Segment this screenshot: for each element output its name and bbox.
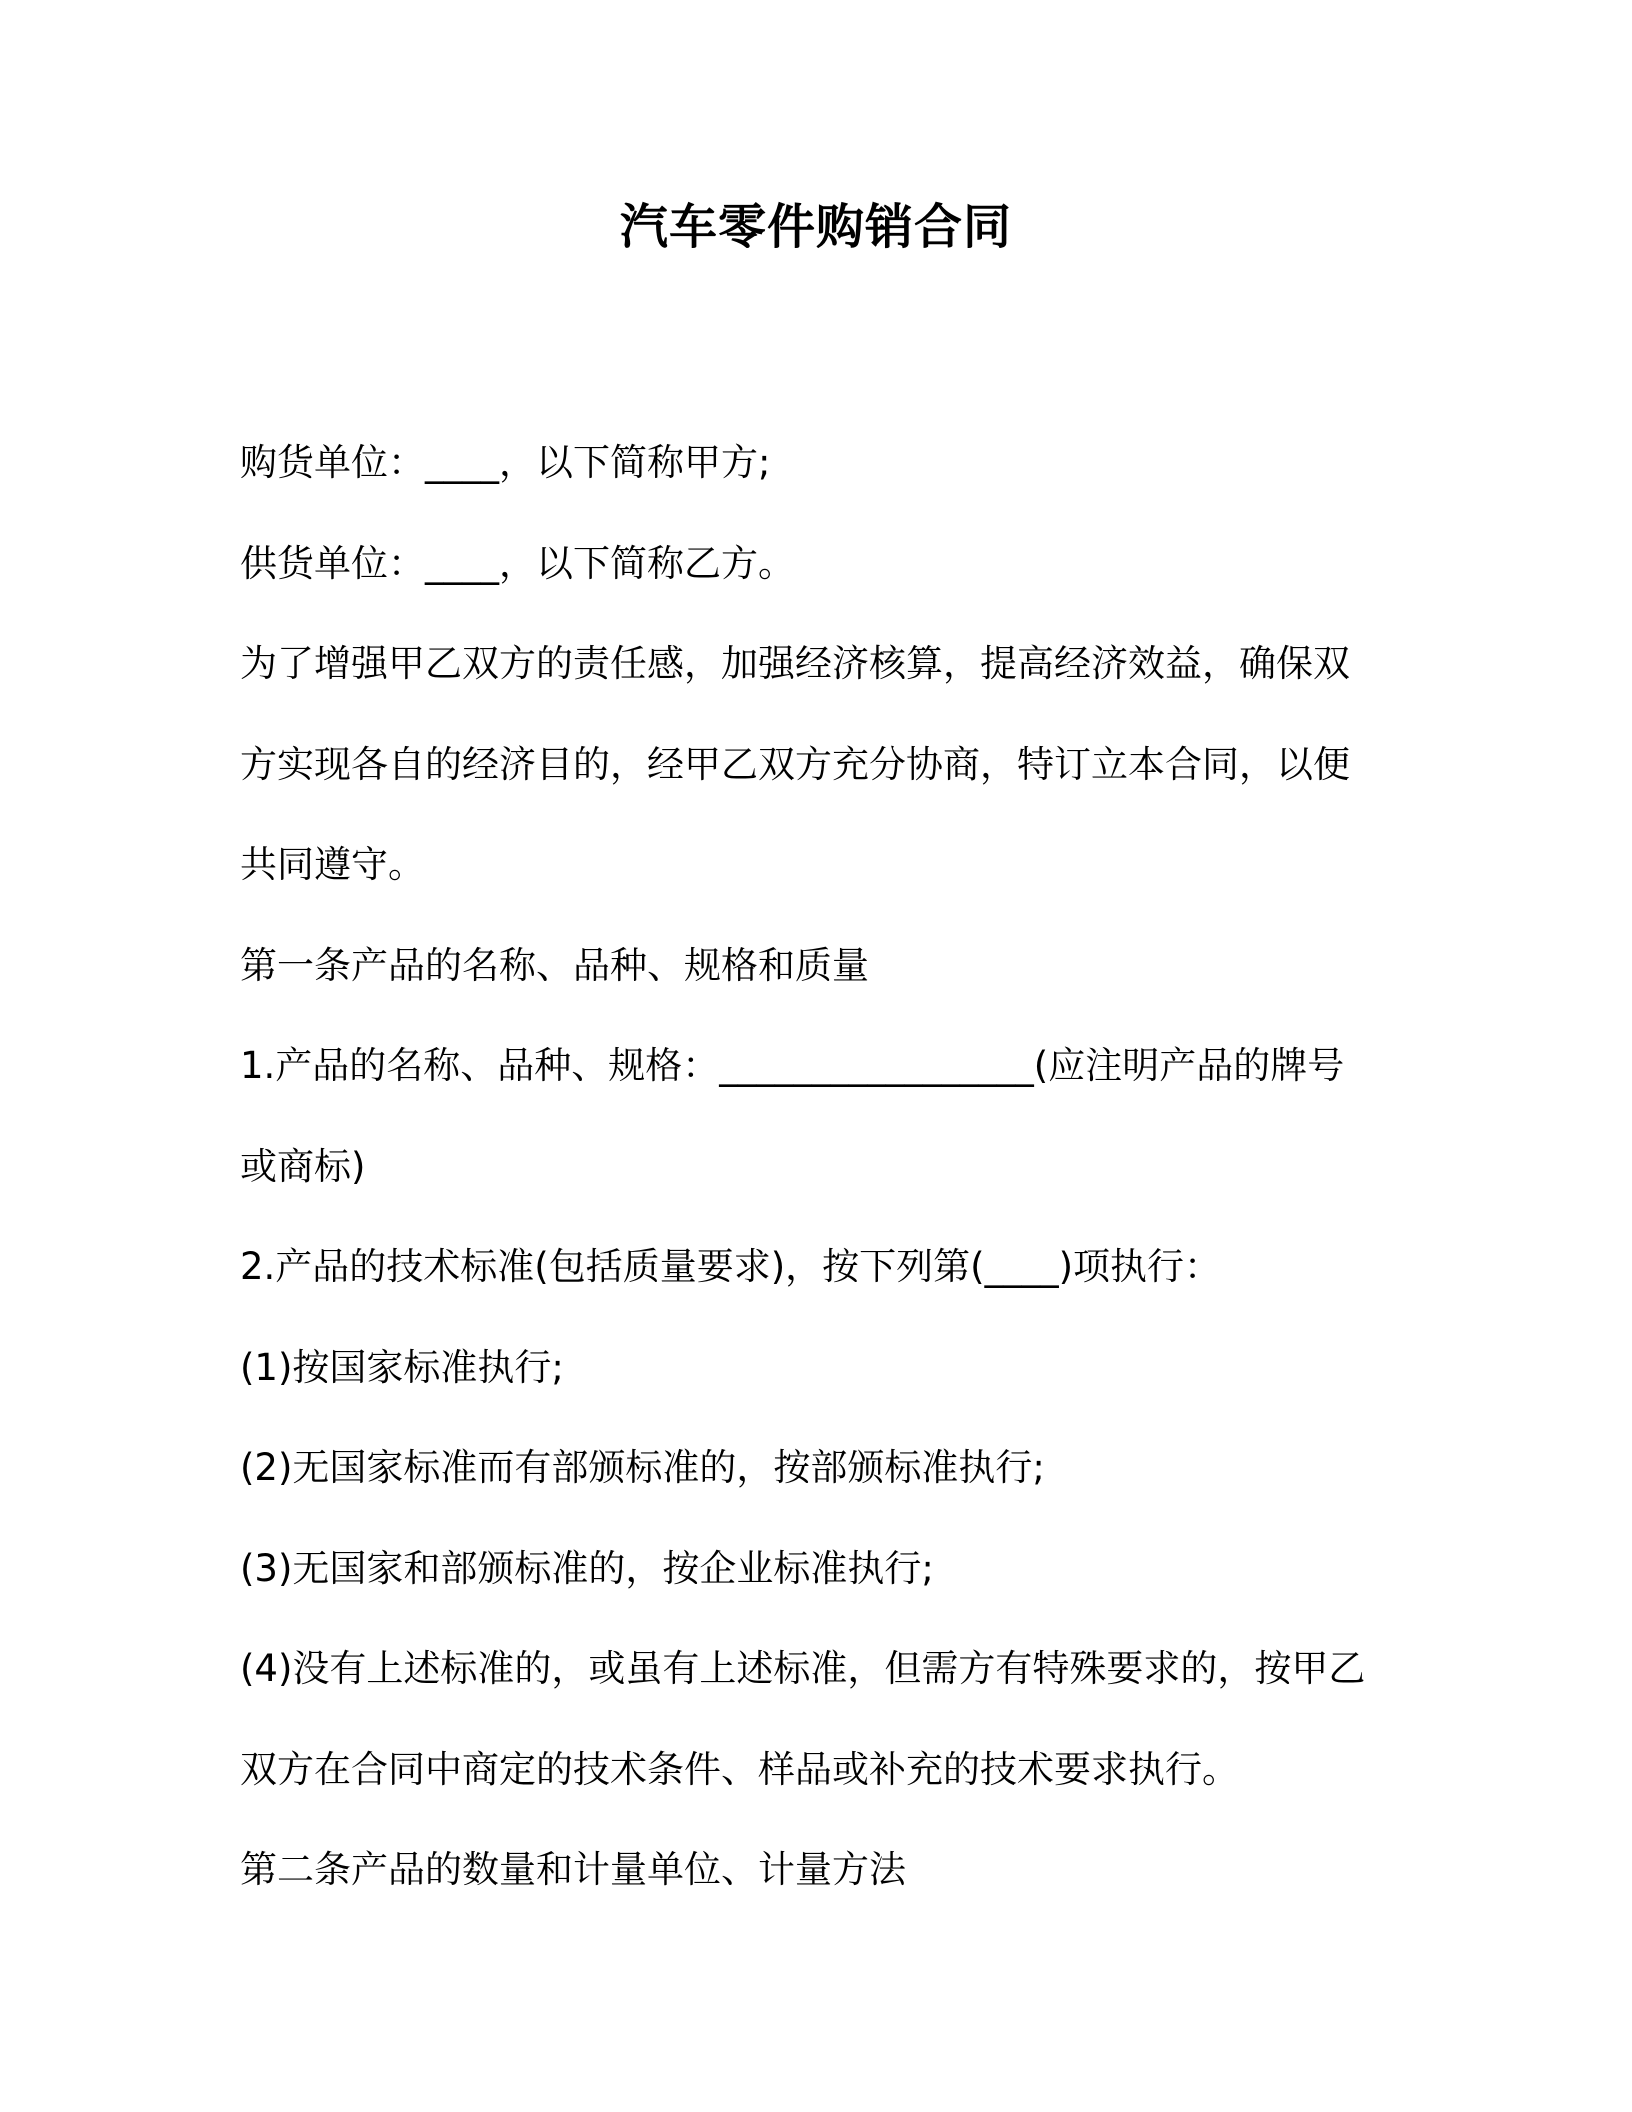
paragraph-supplier: 供货单位：____，以下简称乙方。 [240, 541, 795, 585]
clause-1-2: 2.产品的技术标准(包括质量要求)，按下列第(____)项执行： [240, 1245, 1222, 1288]
clause-item-2: (2)无国家标准而有部颁标准的，按部颁标准执行; [240, 1446, 1045, 1489]
clause-1-1: 1.产品的名称、品种、规格：_________________(应注明产品的牌号 或商标) [240, 1044, 1345, 1188]
document-body [240, 413, 1400, 1921]
clause-item-1: (1)按国家标准执行; [240, 1345, 564, 1389]
paragraph-preamble: 为了增强甲乙双方的责任感，加强经济核算，提高经济效益，确保双 方实现各自的经济目的，经甲乙双方充分协商，特订立本合同，以便 共同遵守。 [240, 642, 1350, 886]
paragraph-buyer: 购货单位：____，以下简称甲方; [240, 441, 771, 484]
clause-item-3: (3)无国家和部颁标准的，按企业标准执行; [240, 1546, 934, 1590]
clause-item-4: (4)没有上述标准的，或虽有上述标准，但需方有特殊要求的，按甲乙 双方在合同中商定的技术条件、样品或补充的技术要求执行。 [240, 1647, 1366, 1791]
article-1-heading: 第一条产品的名称、品种、规格和质量 [240, 943, 869, 987]
article-2-heading: 第二条产品的数量和计量单位、计量方法 [240, 1848, 906, 1891]
document-title: 汽车零件购销合同 [619, 199, 1012, 255]
